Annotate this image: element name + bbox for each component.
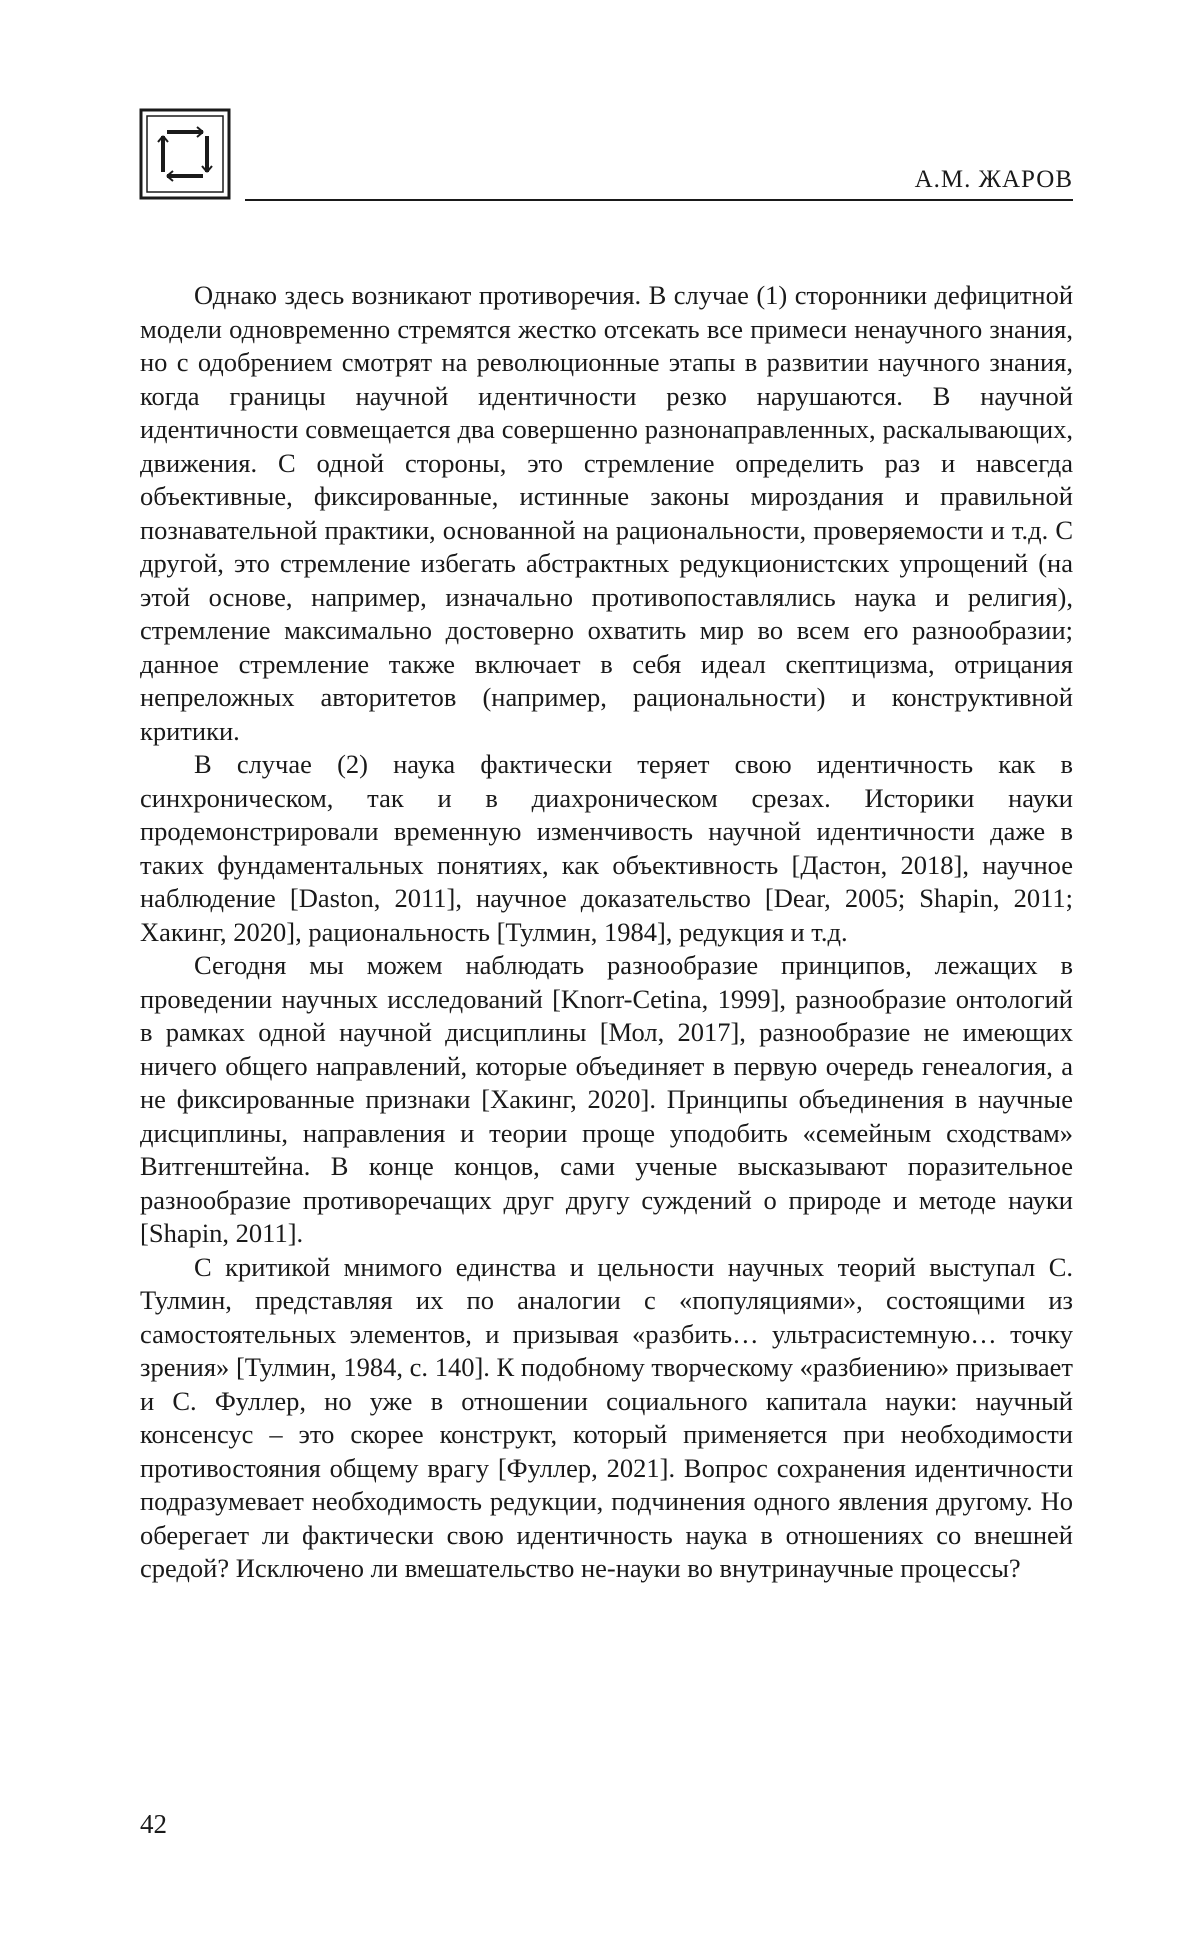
paragraph: С критикой мнимого единства и цельности научных теорий выступал С. Тулмин, представляя их по аналогии с «популяциями», состоящими из самостоятельных элементов, и призывая «разбить… ультрасистемную… точку зрения» [Тулмин, 1984, с. 140]. К подобному творческому «разбиению» призывает и С. Фуллер, но уже в отношении социального капитала науки: научный консенсус – это скорее конструкт, который применяется при необходимости противостояния общему врагу [Фуллер, 2021]. Вопрос сохранения идентичности подразумевает необходимость редукции, подчинения одного явления другому. Но оберегает ли фактически свою идентичность наука в отношениях со внешней средой? Исключено ли вмешательство не-науки во внутринаучные процессы? [140,1251,1073,1583]
paragraph: Однако здесь возникают противоречия. В случае (1) сторонники дефицитной модели одновременно стремятся жестко отсекать все примеси ненаучного знания, но с одобрением смотрят на революционные этапы в развитии научного знания, когда границы научной идентичности резко нарушаются. В научной идентичности совмещается два совершенно разнонаправленных, раскалывающих, движения. С одной стороны, это стремление определить раз и навсегда объективные, фиксированные, истинные законы мироздания и правильной познавательной практики, основанной на рациональности, проверяемости и т.д. С другой, это стремление избегать абстрактных редукционистских упрощений (на этой основе, например, изначально противопоставлялись наука и религия), стремление максимально достоверно охватить мир во всем его разнообразии; данное стремление также включает в себя идеал скептицизма, отрицания непреложных авторитетов (например, рациональности) и конструктивной критики. [140,280,1073,746]
header-rule [245,199,1073,201]
running-head-author: А.М. ЖАРОВ [914,166,1073,193]
page-number: 42 [140,1809,167,1839]
paragraph: В случае (2) наука фактически теряет свою идентичность как в синхроническом, так и в диахроническом срезах. Историки науки продемонстрировали временную изменчивость научной идентичности даже в таких фундаментальных понятиях, как объективность [Дастон, 2018], научное наблюдение [Daston, 2011], научное доказательство [Dear, 2005; Shapin, 2011; Хакинг, 2020], рациональность [Тулмин, 1984], редукция и т.д. [140,749,1073,947]
body-text [140,279,1073,1586]
journal-logo-icon [139,108,231,200]
paragraph: Сегодня мы можем наблюдать разнообразие принципов, лежащих в проведении научных исследований [Knorr-Cetina, 1999], разнообразие онтологий в рамках одной научной дисциплины [Мол, 2017], разнообразие не имеющих ничего общего направлений, которые объединяет в первую очередь генеалогия, а не фиксированные признаки [Хакинг, 2020]. Принципы объединения в научные дисциплины, направления и теории проще уподобить «семейным сходствам» Витгенштейна. В конце концов, сами ученые высказывают поразительное разнообразие противоречащих друг другу суждений о природе и методе науки [Shapin, 2011]. [140,950,1073,1248]
